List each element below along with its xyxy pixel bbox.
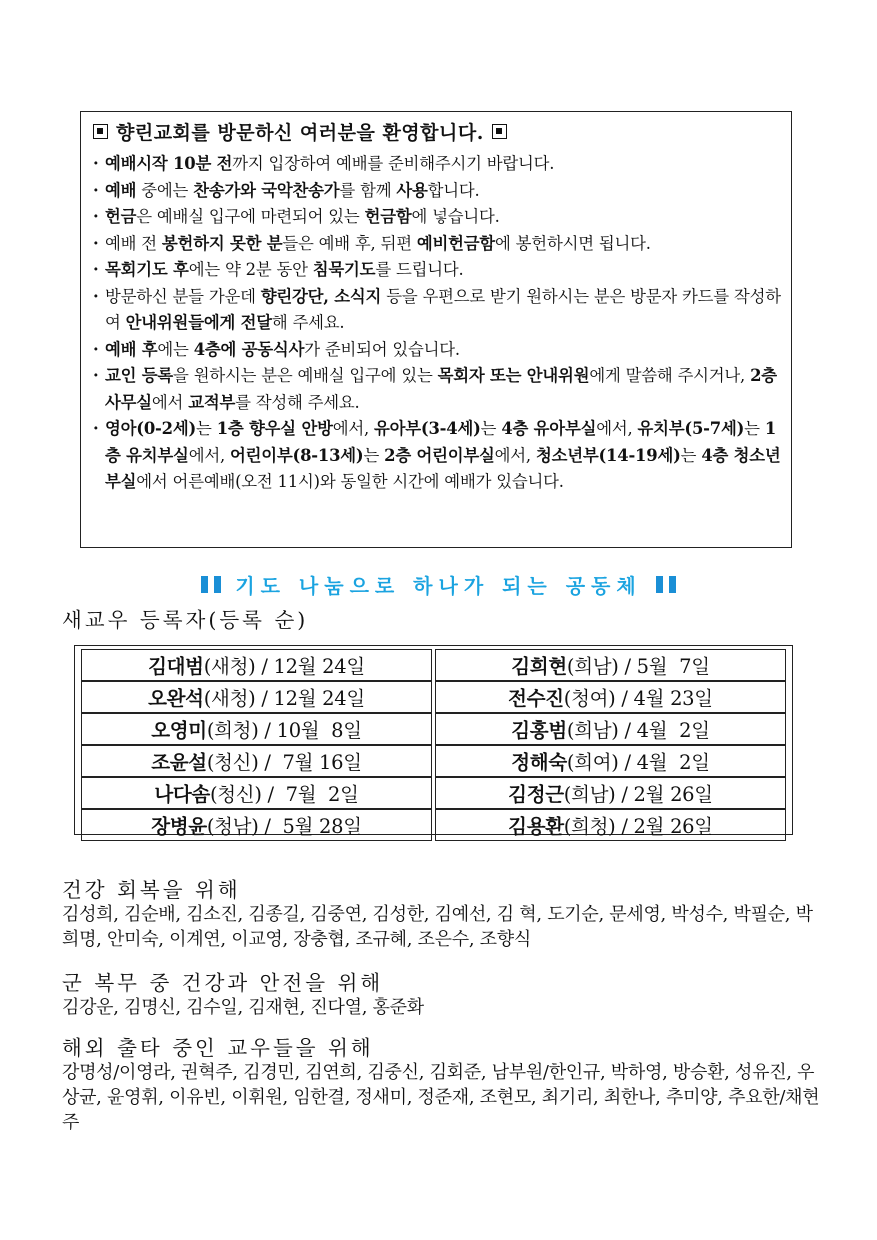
notice-emphasis: 예비헌금함: [416, 233, 496, 253]
welcome-title-row: [93, 118, 783, 145]
notice-item: [93, 151, 783, 178]
fellowship-heading: 기도 나눔으로 하나가 되는 공동체: [235, 574, 642, 598]
member-name: 김용환: [508, 815, 564, 838]
member-name: 오영미: [151, 719, 207, 742]
notice-text: 에서: [151, 392, 189, 412]
notice-emphasis: 봉헌하지 못한 분: [161, 233, 283, 253]
member-cell: [435, 681, 786, 713]
notice-text: 은 예배실 입구에 마련되어 있는: [136, 207, 365, 226]
notice-text: 까지 입장하여 예배를 준비해주시기 바랍니다.: [232, 154, 555, 173]
notice-text: 들은 예배 후, 뒤편: [282, 233, 417, 253]
notice-emphasis: 2층 사무실: [105, 366, 777, 412]
member-name: 김정근: [508, 783, 564, 806]
notice-text: 는: [480, 419, 502, 438]
member-cell: [81, 649, 432, 681]
notice-text: 해 주세요.: [271, 313, 345, 332]
notice-text: 에서,: [596, 419, 638, 438]
notice-emphasis: 헌금함: [364, 207, 412, 226]
new-members-table: [74, 645, 793, 838]
member-info: (새청) / 12월 24일: [203, 655, 365, 678]
member-name: 김희현: [511, 655, 567, 678]
health-heading: 건강 회복을 위해: [62, 878, 241, 902]
welcome-notice-box: [80, 111, 792, 548]
notice-text: 에 넣습니다.: [411, 207, 500, 226]
table-row: [81, 745, 786, 777]
member-info: (청남) / 5월 28일: [206, 815, 362, 838]
notice-text: 에는: [157, 339, 194, 359]
member-cell: [435, 713, 786, 745]
member-cell: [81, 777, 432, 809]
notice-emphasis: 4층 유아부실: [501, 419, 597, 438]
member-info: (청신) / 7월 2일: [209, 783, 359, 806]
welcome-title: 향린교회를 방문하신 여러분을 환영합니다.: [116, 122, 484, 144]
notice-text: 에 봉헌하시면 됩니다.: [495, 233, 651, 253]
member-name: 조윤설: [151, 751, 207, 774]
notice-text: 는: [680, 445, 702, 465]
overseas-heading: 해외 출타 중인 교우들을 위해: [62, 1036, 374, 1060]
notice-text: 를 함께: [339, 180, 397, 200]
square-bullet-icon: [93, 124, 108, 139]
notice-emphasis: 예배 후: [105, 339, 158, 359]
member-info: (청신) / 7월 16일: [206, 751, 362, 774]
member-cell: [81, 681, 432, 713]
notice-text: 방문하신 분들 가운데: [105, 286, 261, 306]
new-members-heading: 새교우 등록자(등록 순): [62, 608, 309, 632]
fellowship-heading-row: [0, 570, 877, 599]
table-row: [81, 681, 786, 713]
member-name: 김홍범: [511, 719, 567, 742]
square-bullet-icon: [492, 124, 507, 139]
member-name: 오완석: [148, 687, 204, 710]
notice-item: [93, 204, 783, 231]
notice-text: 예배 전: [105, 233, 162, 253]
notice-text: 에서,: [188, 445, 230, 465]
notice-text: 중에는: [136, 180, 194, 200]
notice-emphasis: 목회자 또는 안내위원: [437, 366, 590, 385]
notice-text: 에는 약 2분 동안: [188, 260, 313, 279]
notice-text: 에서 어른예배(오전 11시)와 동일한 시간에 예배가 있습니다.: [136, 472, 564, 491]
notice-emphasis: 헌금: [105, 207, 137, 226]
notice-text: 는: [363, 445, 385, 465]
member-cell: [435, 745, 786, 777]
notice-emphasis: 찬송가와 국악찬송가: [193, 180, 340, 200]
notice-emphasis: 사용: [396, 180, 428, 200]
notice-text: 가 준비되어 있습니다.: [304, 339, 460, 359]
notice-emphasis: 안내위원들에게 전달: [125, 313, 272, 332]
notice-item: [93, 284, 783, 337]
notice-emphasis: 목회기도 후: [105, 260, 189, 279]
double-bar-icon: [656, 576, 676, 593]
member-info: (청여) / 4월 23일: [563, 687, 713, 710]
notice-emphasis: 청소년부(14-19세): [535, 445, 681, 465]
member-info: (희남) / 5월 7일: [566, 655, 710, 678]
notice-item: [93, 416, 783, 496]
member-cell: [81, 809, 432, 841]
notice-text: 에게 말씀해 주시거나,: [589, 366, 751, 385]
notice-text: 에서,: [332, 419, 375, 438]
member-info: (새청) / 12월 24일: [203, 687, 365, 710]
notice-emphasis: 1층 유치부실: [105, 419, 777, 465]
notice-emphasis: 예배시작 10분 전: [105, 154, 233, 173]
notice-item: [93, 337, 783, 364]
member-info: (희청) / 2월 26일: [563, 815, 713, 838]
new-members-tbody: [81, 649, 786, 841]
member-info: (희남) / 2월 26일: [563, 783, 713, 806]
member-name: 나다솜: [154, 783, 210, 806]
member-cell: [81, 745, 432, 777]
table-row: [81, 809, 786, 841]
notice-emphasis: 어린이부(8-13세): [229, 445, 364, 465]
member-info: (희청) / 10월 8일: [206, 719, 362, 742]
military-heading: 군 복무 중 건강과 안전을 위해: [62, 971, 384, 995]
member-info: (희남) / 4월 2일: [566, 719, 710, 742]
notice-text: 는: [196, 419, 217, 438]
member-cell: [435, 649, 786, 681]
notice-emphasis: 4층에 공동식사: [193, 339, 305, 359]
member-cell: [81, 713, 432, 745]
member-name: 정해숙: [511, 751, 567, 774]
member-name: 장병윤: [151, 815, 207, 838]
notice-emphasis: 1층 향우실 안방: [216, 419, 333, 438]
member-info: (희여) / 4월 2일: [566, 751, 710, 774]
member-name: 김대범: [148, 655, 204, 678]
notice-text: 합니다.: [427, 180, 480, 200]
notice-text: 를 작성해 주세요.: [235, 392, 360, 412]
notice-item: [93, 363, 783, 416]
military-names: 김강운, 김명신, 김수일, 김재현, 진다열, 홍준화: [62, 997, 424, 1018]
notice-emphasis: 예배: [105, 180, 137, 200]
notice-list: [93, 151, 783, 496]
table-row: [81, 649, 786, 681]
notice-text: 등을 우편으로 받기 원하시는 분은 방문자 카드를 작성하여: [105, 286, 781, 332]
notice-text: 를 드립니다.: [375, 260, 464, 279]
table-row: [81, 777, 786, 809]
notice-emphasis: 2층 어린이부실: [384, 445, 495, 465]
notice-text: 는: [744, 419, 765, 438]
notice-emphasis: 영아(0-2세): [105, 419, 197, 438]
notice-emphasis: 교인 등록: [105, 366, 174, 385]
notice-text: 에서,: [494, 445, 536, 465]
double-bar-icon: [201, 576, 221, 593]
member-cell: [435, 777, 786, 809]
health-names: 김성희, 김순배, 김소진, 김종길, 김중연, 김성한, 김예선, 김 혁, 도기순, 문세영, 박성수, 박필순, 박희명, 안미숙, 이계연, 이교영, 장충협, 조규혜, 조은수, 조향식: [62, 904, 813, 950]
table-row: [81, 713, 786, 745]
notice-emphasis: 유치부(5-7세): [637, 419, 745, 438]
member-name: 전수진: [508, 687, 564, 710]
notice-item: [93, 257, 783, 284]
overseas-names: 강명성/이영라, 권혁주, 김경민, 김연희, 김중신, 김회준, 남부원/한인규, 박하영, 방승환, 성유진, 우상균, 윤영휘, 이유빈, 이휘원, 임한결, 정새미, 정준재, 조현모, 최기리, 최한나, 추미양, 추요한/채현주: [62, 1062, 820, 1133]
notice-emphasis: 4층 청소년부실: [105, 445, 781, 491]
notice-emphasis: 유아부(3-4세): [374, 419, 481, 438]
notice-emphasis: 향린강단, 소식지: [260, 286, 382, 306]
notice-item: [93, 178, 783, 205]
notice-item: [93, 231, 783, 258]
member-cell: [435, 809, 786, 841]
notice-text: 을 원하시는 분은 예배실 입구에 있는: [173, 366, 438, 385]
notice-emphasis: 교적부: [188, 392, 236, 412]
notice-emphasis: 침묵기도: [312, 260, 376, 279]
